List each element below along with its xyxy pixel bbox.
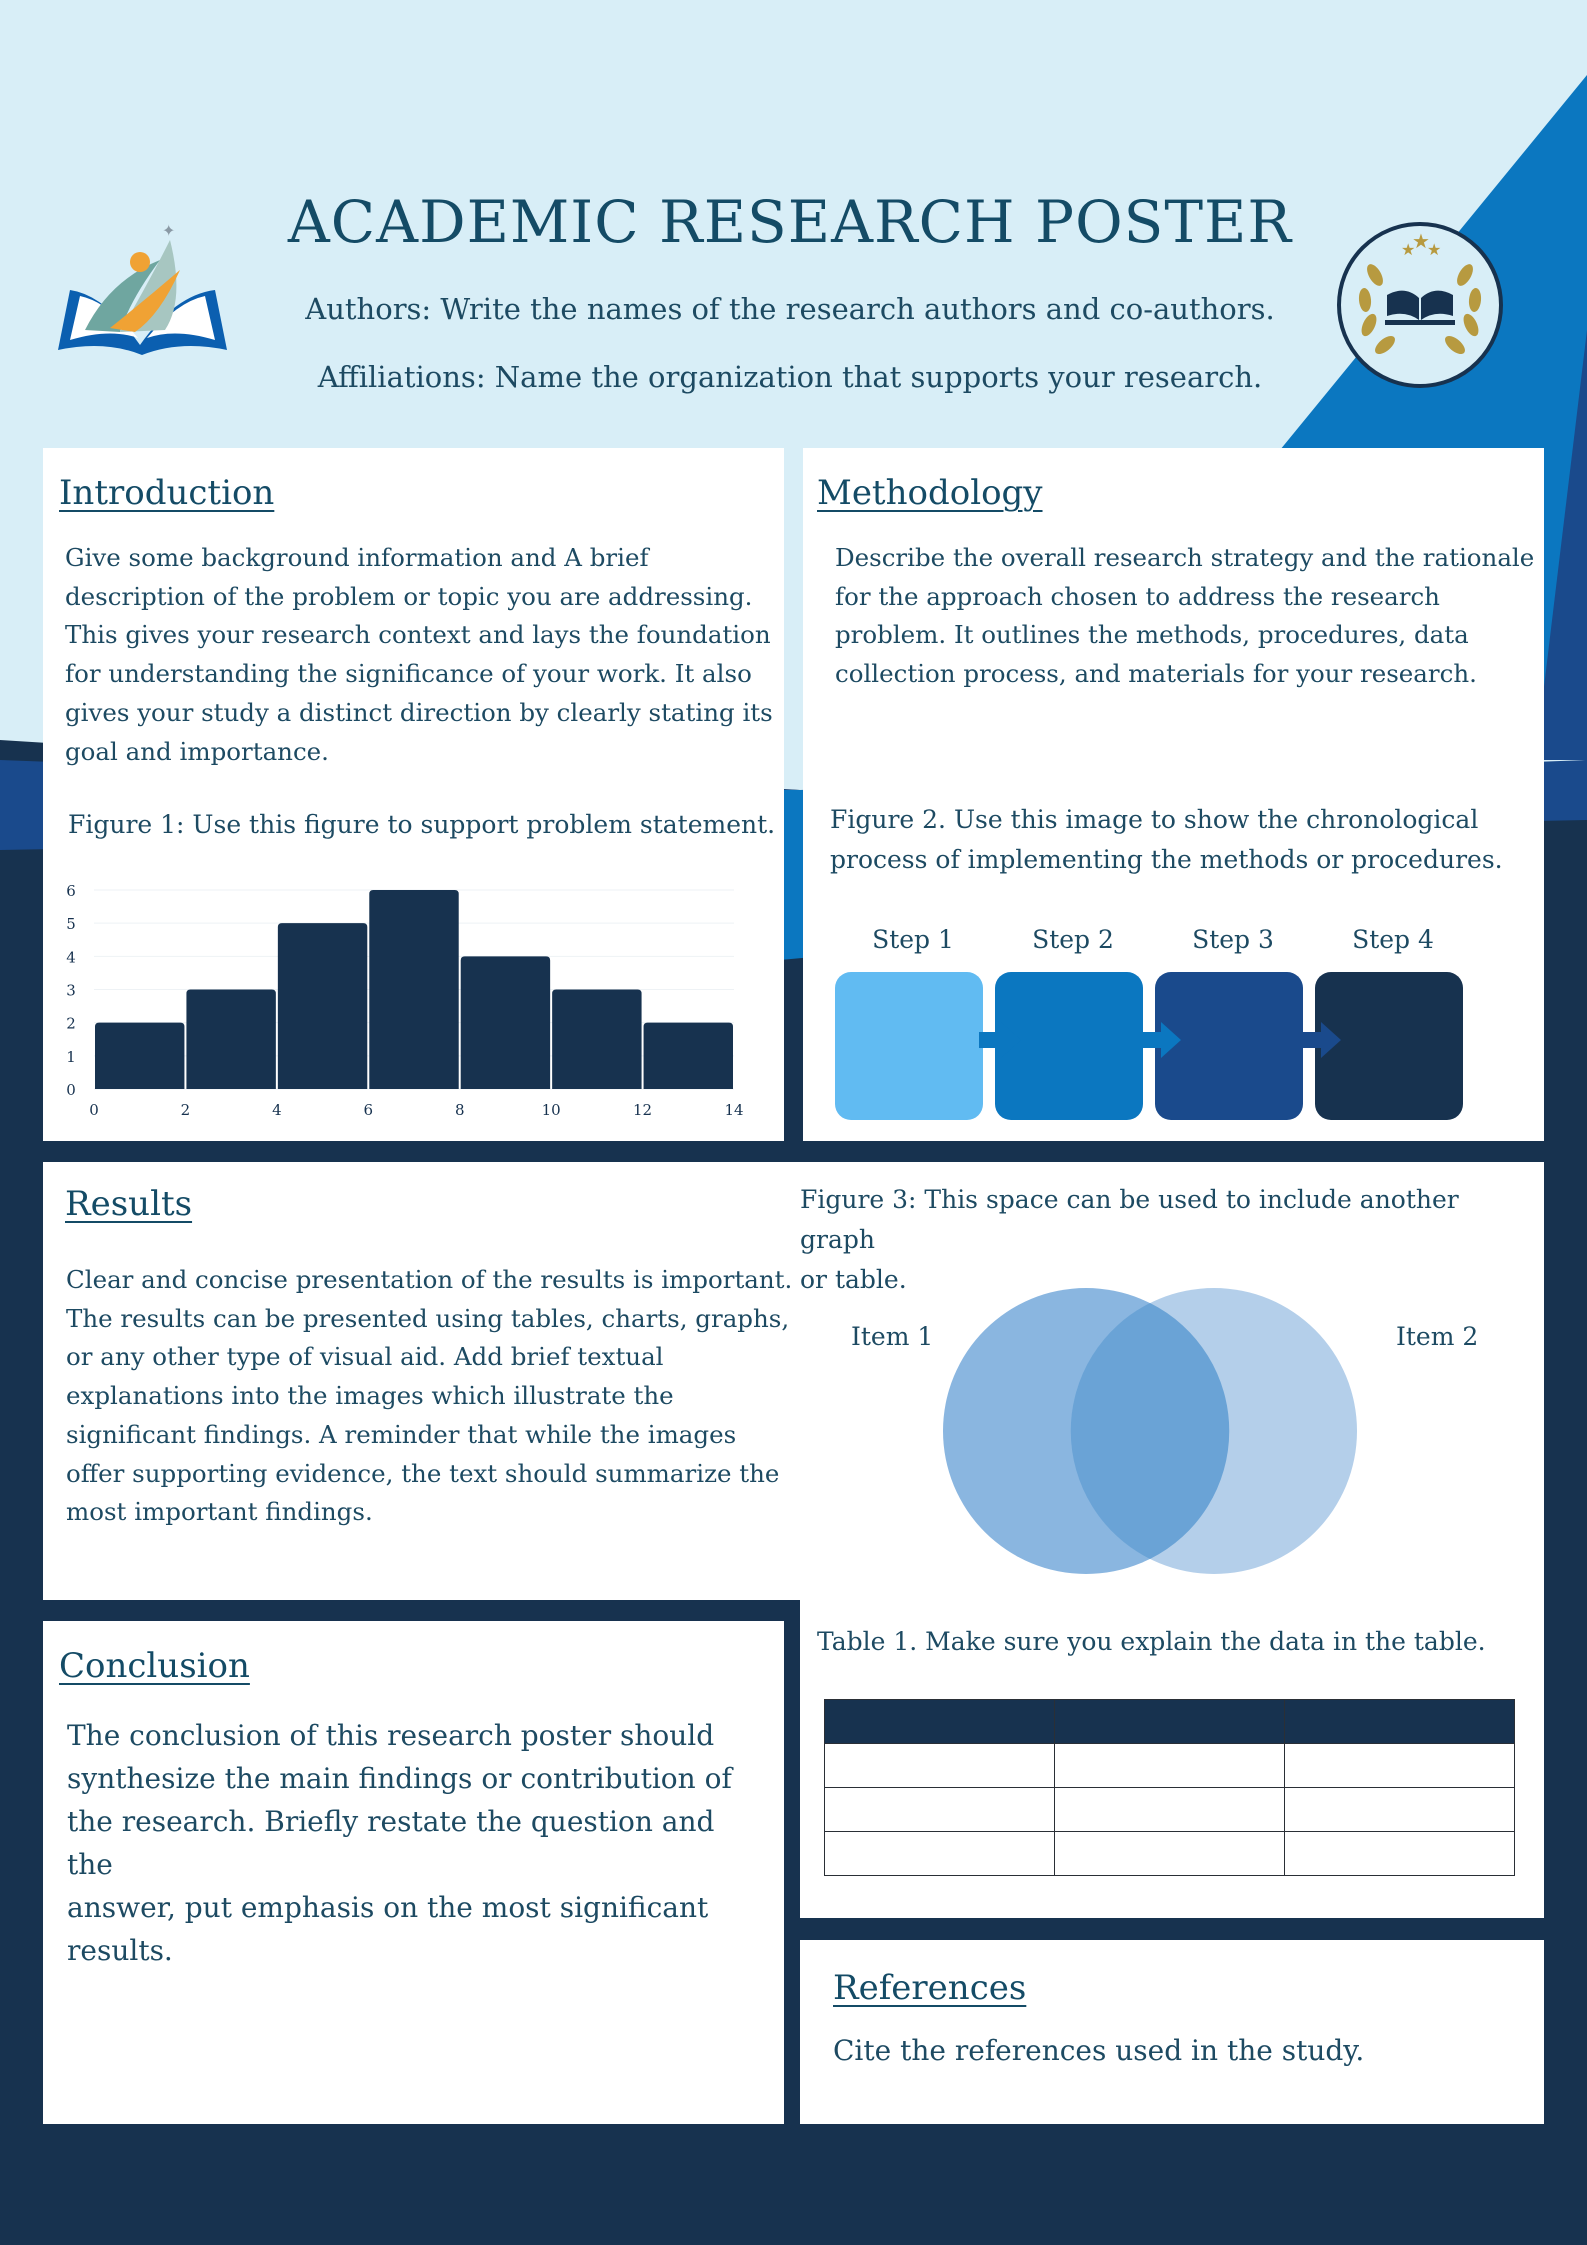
table-header-cell: [1285, 1700, 1515, 1744]
laurel-book-seal: [1335, 220, 1505, 390]
table-row: [825, 1788, 1515, 1832]
text-line: most important findings.: [66, 1497, 373, 1527]
references-heading: References: [833, 1968, 1027, 2008]
y-tick-label: 1: [66, 1047, 76, 1066]
table-cell: [1055, 1832, 1285, 1876]
text-line: Clear and concise presentation of the results is important.: [66, 1265, 793, 1294]
svg-text:✦: ✦: [162, 221, 176, 240]
x-tick-label: 12: [633, 1101, 653, 1119]
text-line: for understanding the significance of your work. It also: [65, 659, 752, 689]
results-panel: [43, 1162, 1544, 1600]
step-2-label: Step 2: [1032, 925, 1114, 954]
venn-diagram: [943, 1287, 1363, 1587]
table-cell: [1055, 1788, 1285, 1832]
caption-line: Figure 2. Use this image to show the chronological: [830, 805, 1479, 834]
methodology-text: [835, 539, 1535, 694]
affiliations-line: Affiliations: Name the organization that supports your research.: [317, 360, 1263, 394]
methodology-heading: Methodology: [817, 473, 1043, 513]
venn-item-1-label: Item 1: [851, 1322, 934, 1351]
table-cell: [825, 1744, 1055, 1788]
y-tick-label: 6: [66, 882, 76, 900]
svg-text:★: ★: [1412, 229, 1430, 253]
text-line: description of the problem or topic you are addressing.: [65, 581, 753, 611]
table-1-caption: Table 1. Make sure you explain the data in the table.: [817, 1627, 1486, 1656]
histogram-bar: [95, 1023, 184, 1089]
text-line: This gives your research context and lays the foundation: [65, 620, 771, 650]
arrow-right-icon: [1299, 1020, 1345, 1060]
table-cell: [1285, 1832, 1515, 1876]
figure-3-caption: [800, 1180, 1540, 1300]
text-line: Give some background information and A brief: [65, 543, 649, 572]
text-line: goal and importance.: [65, 736, 329, 766]
table-cell: [1285, 1788, 1515, 1832]
text-line: or any other type of visual aid. Add brief textual: [66, 1342, 664, 1372]
histogram-bar: [369, 890, 458, 1089]
introduction-text: [65, 539, 780, 771]
step-1-label: Step 1: [872, 925, 954, 954]
text-line: collection process, and materials for your research.: [835, 659, 1477, 689]
table-cell: [1285, 1744, 1515, 1788]
table-header-cell: [1055, 1700, 1285, 1744]
text-line: The conclusion of this research poster should: [67, 1719, 715, 1752]
x-tick-label: 2: [180, 1101, 191, 1119]
y-tick-label: 2: [66, 1014, 76, 1033]
methodology-panel: [803, 448, 1544, 1141]
table-panel: [800, 1600, 1544, 1918]
text-line: Describe the overall research strategy and the rationale: [835, 543, 1535, 572]
histogram-chart: [43, 868, 784, 1138]
y-tick-label: 0: [66, 1081, 76, 1099]
step-3-label: Step 3: [1192, 925, 1274, 954]
introduction-heading: Introduction: [59, 473, 275, 513]
data-table: [824, 1699, 1515, 1876]
conclusion-heading: Conclusion: [59, 1646, 250, 1686]
table-cell: [825, 1832, 1055, 1876]
text-line: offer supporting evidence, the text should summarize the: [66, 1458, 780, 1488]
authors-line: Authors: Write the names of the research authors and co-authors.: [305, 292, 1275, 326]
text-line: problem. It outlines the methods, procedures, data: [835, 620, 1469, 650]
step-1-box: [835, 972, 983, 1120]
text-line: the research. Briefly restate the question and the: [67, 1805, 715, 1881]
histogram-bar: [461, 956, 550, 1089]
conclusion-panel: [43, 1621, 784, 2124]
svg-text:★: ★: [1401, 240, 1416, 259]
y-tick-label: 3: [66, 981, 76, 1000]
figure-1-caption: Figure 1: Use this figure to support problem statement.: [68, 810, 776, 839]
x-tick-label: 14: [724, 1101, 744, 1119]
histogram-bar: [278, 923, 367, 1089]
caption-line: or table.: [800, 1265, 907, 1294]
x-tick-label: 6: [363, 1101, 374, 1119]
text-line: significant findings. A reminder that while the images: [66, 1419, 737, 1449]
step-4-label: Step 4: [1352, 925, 1434, 954]
svg-text:★: ★: [1427, 240, 1442, 259]
x-tick-label: 4: [272, 1101, 282, 1119]
text-line: synthesize the main findings or contribution of: [67, 1762, 732, 1795]
arrow-right-icon: [979, 1020, 1025, 1060]
introduction-panel: [43, 448, 784, 1141]
histogram-bar: [186, 990, 275, 1090]
results-left-divider: [43, 1600, 800, 1620]
table-cell: [825, 1788, 1055, 1832]
venn-item-2-label: Item 2: [1396, 1322, 1479, 1351]
x-tick-label: 8: [454, 1101, 465, 1119]
x-tick-label: 0: [89, 1101, 99, 1119]
results-heading: Results: [65, 1184, 193, 1224]
conclusion-text: [67, 1714, 767, 1972]
table-row: [825, 1832, 1515, 1876]
poster-title: ACADEMIC RESEARCH POSTER: [287, 188, 1293, 256]
text-line: gives your study a distinct direction by clearly stating its: [65, 697, 773, 727]
figure-2-caption: [830, 800, 1530, 880]
results-text: [66, 1261, 806, 1532]
table-row: [825, 1744, 1515, 1788]
arrow-right-icon: [1139, 1020, 1185, 1060]
histogram-bar: [644, 1023, 733, 1089]
histogram-bar: [552, 990, 641, 1090]
caption-line: Figure 3: This space can be used to include another graph: [800, 1185, 1459, 1254]
y-tick-label: 5: [66, 915, 76, 934]
text-line: results.: [67, 1934, 173, 1967]
caption-line: process of implementing the methods or procedures.: [830, 845, 1503, 874]
text-line: for the approach chosen to address the research: [835, 581, 1440, 611]
y-tick-label: 4: [66, 948, 76, 967]
text-line: answer, put emphasis on the most significant: [67, 1891, 709, 1924]
text-line: explanations into the images which illustrate the: [66, 1381, 674, 1411]
table-header-cell: [825, 1700, 1055, 1744]
table-cell: [1055, 1744, 1285, 1788]
x-tick-label: 10: [541, 1101, 561, 1119]
references-panel: [800, 1940, 1544, 2124]
open-book-logo: [50, 220, 235, 360]
text-line: The results can be presented using tables, charts, graphs,: [66, 1303, 790, 1333]
table-header-row: [825, 1700, 1515, 1744]
references-text: Cite the references used in the study.: [833, 2034, 1365, 2067]
